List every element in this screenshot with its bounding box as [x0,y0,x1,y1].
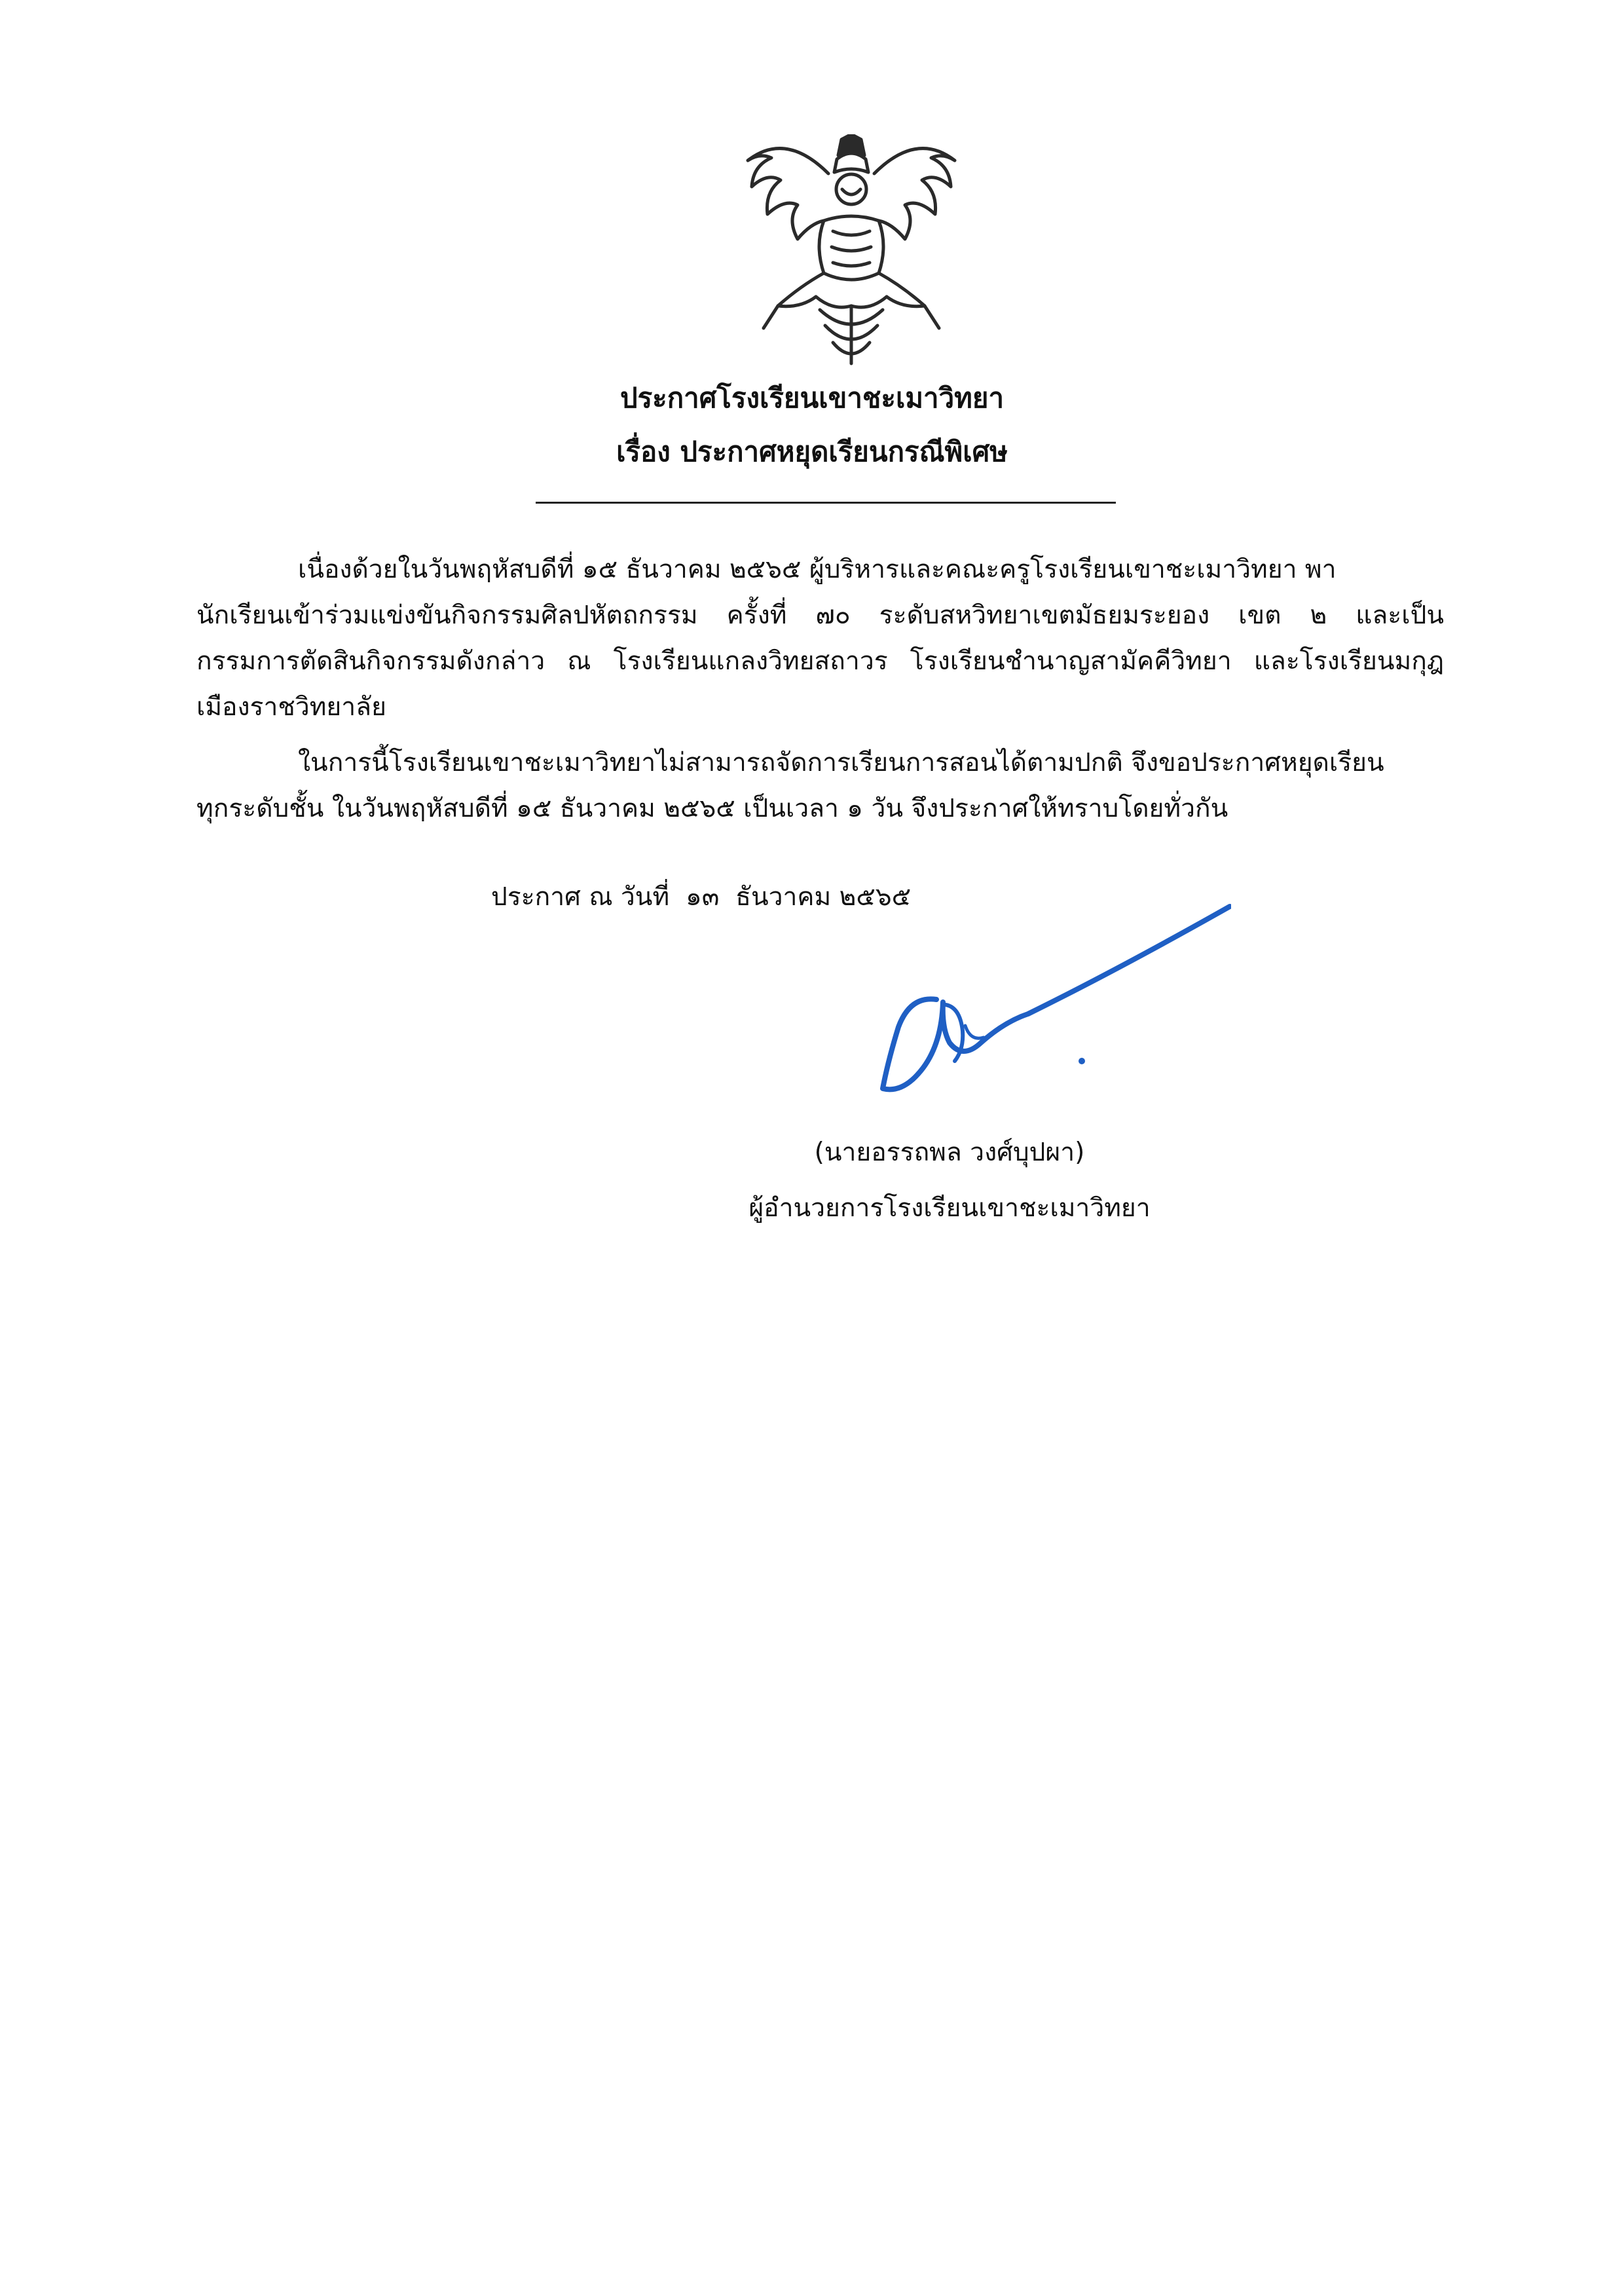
signatory-position: ผู้อำนวยการโรงเรียนเขาชะเมาวิทยา [748,1193,1151,1223]
announcement-date: ประกาศ ณ วันที่ ๑๓ ธันวาคม ๒๕๖๕ [491,882,912,912]
paragraph-2-line-2: ทุกระดับชั้น ในวันพฤหัสบดีที่ ๑๕ ธันวาคม ๒๕๖๕ เป็นเวลา ๑ วัน จึงประกาศให้ทราบโดยทั่วกัน [196,794,1228,823]
paragraph-2-line-1: ในการนี้โรงเรียนเขาชะเมาวิทยาไม่สามารถจัดการเรียนการสอนได้ตามปกติ จึงขอประกาศหยุดเรียน [298,748,1384,777]
paragraph-1-line-2: นักเรียนเข้าร่วมแข่งขันกิจกรรมศิลปหัตถกรรม ครั้งที่ ๗๐ ระดับสหวิทยาเขตมัธยมระยอง เขต ๒ และเป็น [196,601,1444,630]
paragraph-1-line-1: เนื่องด้วยในวันพฤหัสบดีที่ ๑๕ ธันวาคม ๒๕๖๕ ผู้บริหารและคณะครูโรงเรียนเขาชะเมาวิทยา พา [298,555,1337,584]
announcement-subject: เรื่อง ประกาศหยุดเรียนกรณีพิเศษ [616,436,1008,468]
paragraph-1-line-4: เมืองราชวิทยาลัย [196,692,386,722]
garuda-emblem-icon [740,134,963,367]
paragraph-1-line-3: กรรมการตัดสินกิจกรรมดังกล่าว ณ โรงเรียนแกลงวิทยสถาวร โรงเรียนชำนาญสามัคคีวิทยา และโรงเรียนมกุฎ [196,646,1444,676]
handwritten-signature [864,897,1231,1100]
announcement-title: ประกาศโรงเรียนเขาชะเมาวิทยา [619,382,1005,414]
title-divider [536,502,1116,504]
signatory-name: (นายอรรถพล วงศ์บุปผา) [814,1138,1085,1167]
